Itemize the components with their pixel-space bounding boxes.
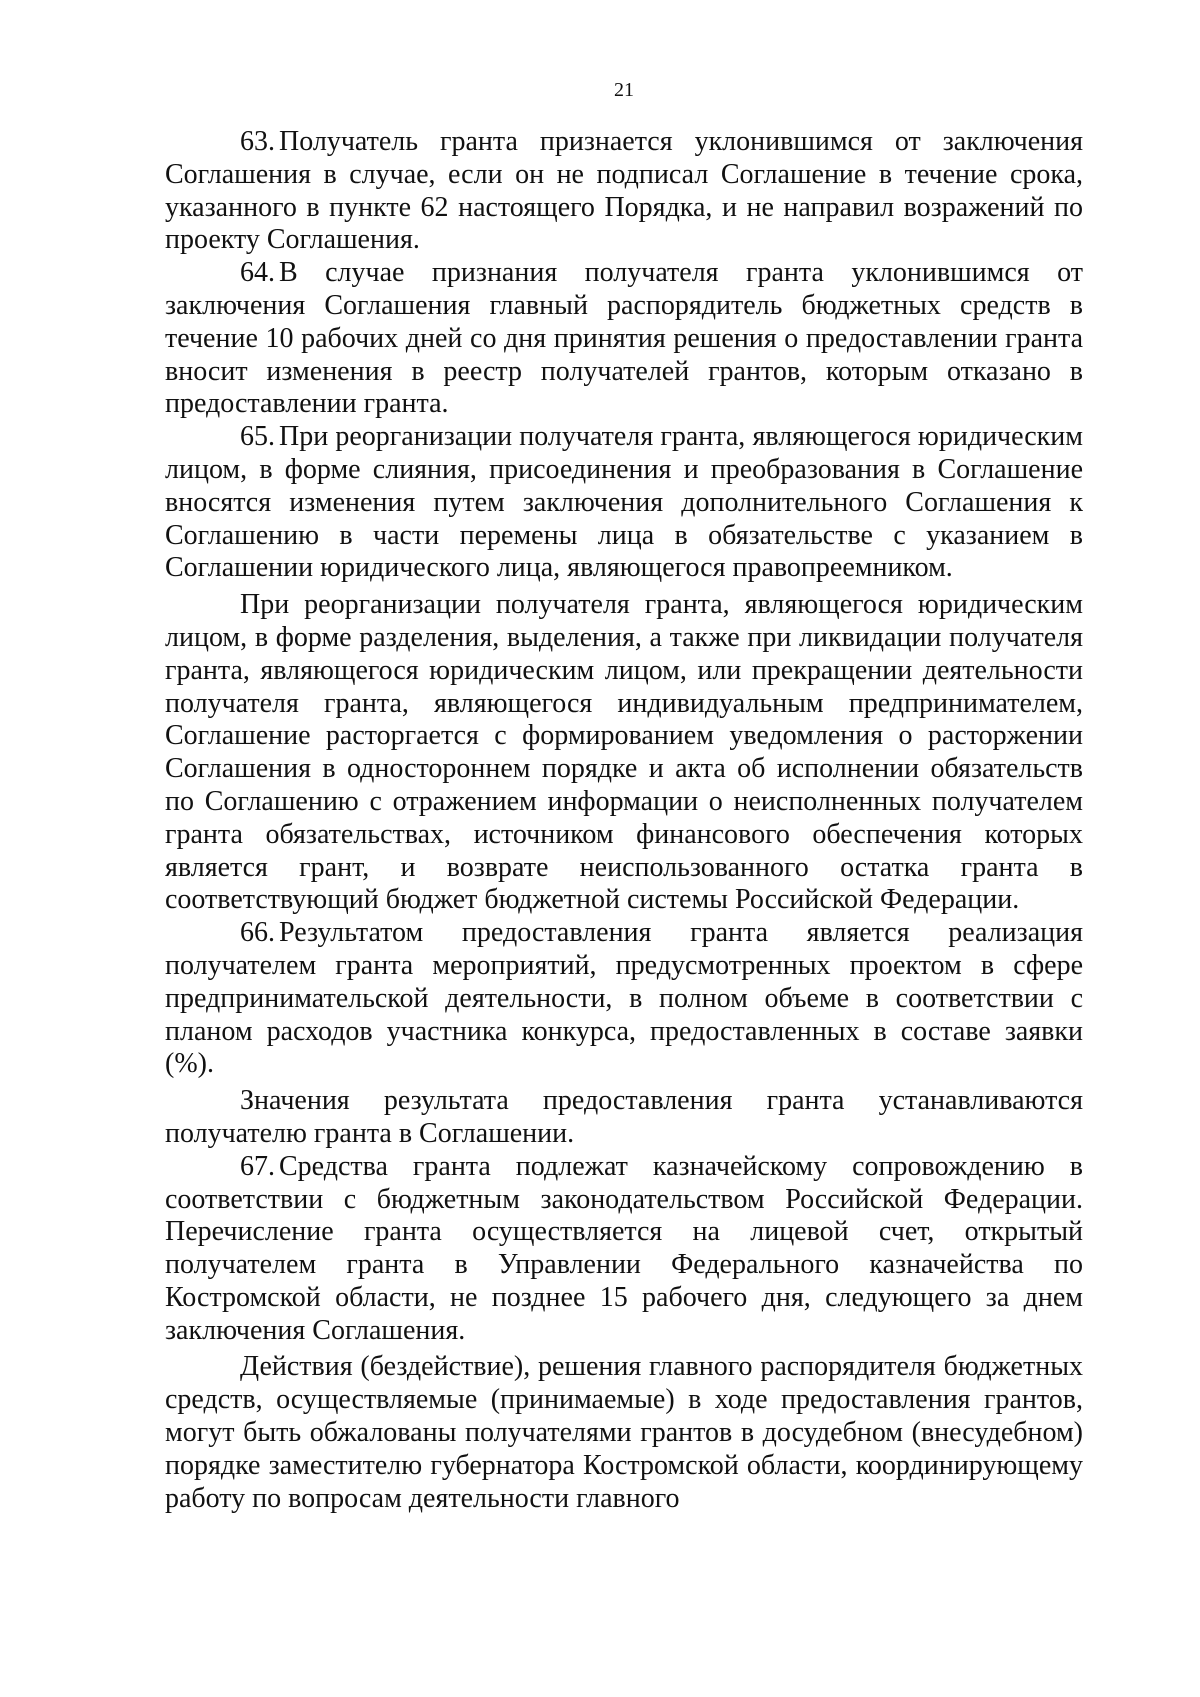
paragraph-text: В случае признания получателя гранта уклонившимся от заключения Соглашения главный распорядитель бюджетных средств в течение 10 рабочих дней со дня принятия решения о предоставлении гранта вносит изменения в реестр получателей грантов, которым отказано в предоставлении гранта. bbox=[165, 257, 1083, 420]
paragraph-text: При реорганизации получателя гранта, являющегося юридическим лицом, в форме разделения, выделения, а также при ликвидации получателя гранта, являющегося юридическим лицом, или прекращении деятельности получателя гранта, являющегося индивидуальным предпринимателем, Соглашение расторгается с формированием уведомления о расторжении Соглашения в одностороннем порядке и акта об исполнении обязательств по Соглашению с отражением информации о неисполненных получателем гранта обязательствах, источником финансового обеспечения которых является грант, и возврате неиспользованного остатка гранта в соответствующий бюджет бюджетной системы Российской Федерации. bbox=[165, 589, 1083, 916]
paragraph-66-continued bbox=[165, 1085, 1083, 1151]
paragraph-text: При реорганизации получателя гранта, являющегося юридическим лицом, в форме слияния, присоединения и преобразования в Соглашение вносятся изменения путем заключения дополнительного Соглашения к Соглашению в части перемены лица в обязательстве с указанием в Соглашении юридического лица, являющегося правопреемником. bbox=[165, 421, 1083, 584]
paragraph-number: 66. bbox=[240, 917, 275, 949]
paragraph-number: 65. bbox=[240, 421, 275, 453]
paragraph-number: 67. bbox=[240, 1150, 275, 1182]
paragraph-63 bbox=[165, 126, 1083, 257]
document-body bbox=[165, 126, 1083, 1515]
paragraph-number: 63. bbox=[240, 126, 275, 157]
paragraph-text: Средства гранта подлежат казначейскому сопровождению в соответствии с бюджетным законодательством Российской Федерации. Перечисление гранта осуществляется на лицевой счет, открытый получателем гранта в Управлении Федерального казначейства по Костромской области, не позднее 15 рабочего дня, следующего за днем заключения Соглашения. bbox=[165, 1150, 1083, 1346]
paragraph-text: Результатом предоставления гранта является реализация получателем гранта мероприятий, предусмотренных проектом в сфере предпринимательской деятельности, в полном объеме в соответствии с планом расходов участника конкурса, предоставленных в составе заявки (%). bbox=[165, 917, 1083, 1080]
paragraph-64 bbox=[165, 257, 1083, 421]
paragraph-65 bbox=[165, 421, 1083, 585]
paragraph-text: Значения результата предоставления гранта устанавливаются получателю гранта в Соглашении. bbox=[165, 1085, 1083, 1149]
paragraph-text: Действия (бездействие), решения главного распорядителя бюджетных средств, осуществляемые (принимаемые) в ходе предоставления грантов, могут быть обжалованы получателями грантов в досудебном (внесудебном) порядке заместителю губернатора Костромской области, координирующему работу по вопросам деятельности главного bbox=[165, 1351, 1083, 1514]
paragraph-number: 64. bbox=[240, 257, 275, 289]
paragraph-67-continued bbox=[165, 1351, 1083, 1515]
paragraph-66 bbox=[165, 917, 1083, 1081]
page-number: 21 bbox=[614, 79, 634, 101]
paragraph-65-continued bbox=[165, 589, 1083, 917]
paragraph-text: Получатель гранта признается уклонившимся от заключения Соглашения в случае, если он не подписал Соглашение в течение срока, указанного в пункте 62 настоящего Порядка, и не направил возражений по проекту Соглашения. bbox=[165, 126, 1083, 256]
paragraph-67 bbox=[165, 1151, 1083, 1348]
